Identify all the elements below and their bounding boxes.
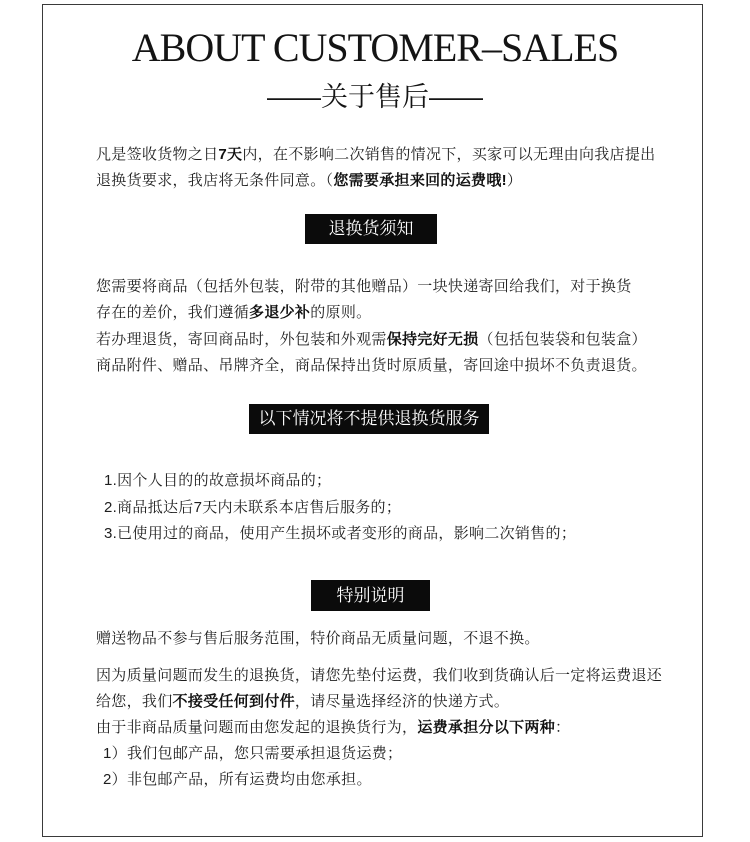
intro-text: 凡是签收货物之日	[96, 146, 219, 163]
special-notes-line	[96, 663, 696, 689]
return-notice-emphasis: 保持完好无损	[386, 330, 479, 348]
section-label-exclusions: 以下情况将不提供退换货服务	[249, 404, 489, 434]
return-notice-paragraph	[96, 274, 696, 380]
section-label-return-notice: 退换货须知	[305, 214, 437, 244]
return-notice-line	[96, 353, 696, 379]
exclusions-list-item: 2.商品抵达后7天内未联系本店售后服务的；	[104, 498, 402, 516]
intro-text: ）	[506, 172, 523, 189]
special-notes-text: 因为质量问题而发生的退换货，请您先垫付运费，我们收到货确认后一定将运费退还	[96, 667, 663, 684]
return-notice-line	[96, 274, 696, 300]
section-label-special-notes: 特别说明	[311, 580, 430, 611]
special-notes-line	[96, 626, 696, 652]
intro-line	[96, 168, 696, 194]
return-notice-text: 存在的差价，我们遵循	[96, 304, 250, 322]
intro-emphasis: 您需要承担来回的运费哦!	[333, 172, 507, 189]
return-notice-line	[96, 327, 696, 353]
intro-line	[96, 142, 696, 168]
special-notes-text: 赠送物品不参与售后服务范围，特价商品无质量问题，不退不换。	[96, 630, 540, 647]
intro-text: 退换货要求，我店将无条件同意。（	[96, 172, 334, 189]
special-notes-line	[96, 689, 696, 715]
special-notes-first-paragraph	[96, 626, 696, 652]
intro-paragraph	[96, 142, 696, 194]
special-notes-text: ，请尽量选择经济的快递方式。	[294, 693, 510, 710]
return-notice-text: 商品附件、赠品、吊牌齐全，商品保持出货时原质量，寄回途中损坏不负责退货。	[96, 357, 647, 375]
page-title: ABOUT CUSTOMER–SALES	[131, 25, 619, 70]
special-notes-text: 给您，我们	[96, 693, 173, 710]
intro-text: 内，在不影响二次销售的情况下，买家可以无理由向我店提出	[242, 146, 656, 163]
special-notes-emphasis: 不接受任何到付件	[172, 693, 295, 710]
special-notes-emphasis: 运费承担分以下两种	[417, 719, 556, 736]
special-notes-text: 1）我们包邮产品，您只需要承担退货运费；	[103, 745, 403, 762]
return-notice-text: 您需要将商品（包括外包装，附带的其他赠品）一块快递寄回给我们，对于换货	[96, 278, 632, 295]
exclusions-list-item: 1.因个人目的的故意损坏商品的；	[104, 472, 332, 489]
return-notice-line	[96, 300, 696, 326]
special-notes-list-item	[96, 741, 696, 767]
return-notice-text: 的原则。	[310, 304, 372, 322]
exclusions-list-item: 3.已使用过的商品，使用产生损坏或者变形的商品，影响二次销售的；	[104, 525, 577, 542]
special-notes-text: 2）非包邮产品，所有运费均由您承担。	[103, 771, 372, 788]
special-notes-text: ：	[555, 719, 571, 736]
page-subtitle: ——关于售后——	[267, 82, 483, 112]
special-notes-text: 由于非商品质量问题而由您发起的退换货行为，	[96, 719, 418, 736]
special-notes-list-item	[96, 767, 696, 793]
return-notice-emphasis: 多退少补	[249, 304, 311, 322]
special-notes-paragraph	[96, 663, 696, 793]
return-notice-text: （包括包装袋和包装盒）	[478, 330, 647, 348]
exclusions-list	[104, 468, 694, 548]
return-notice-text: 若办理退货，寄回商品时，外包装和外观需	[96, 330, 387, 348]
intro-emphasis: 7天	[218, 146, 243, 163]
special-notes-line	[96, 715, 696, 741]
